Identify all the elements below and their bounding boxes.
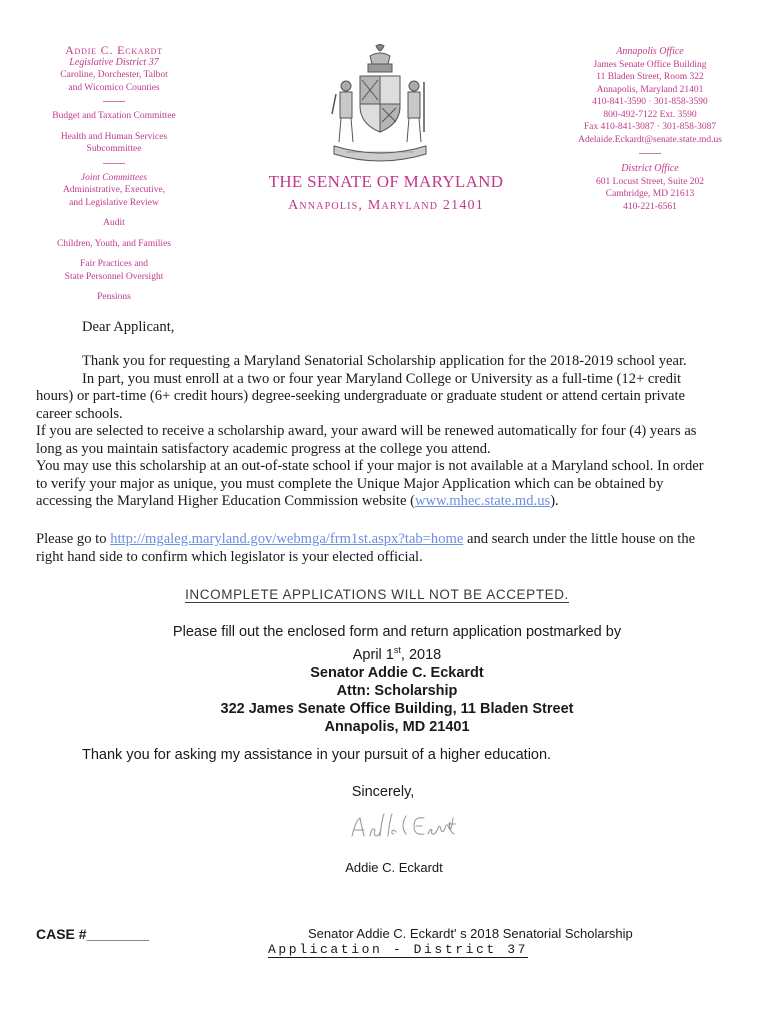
paragraph-text: accessing the Maryland Higher Education Commission website ( — [36, 493, 415, 509]
footer-subtitle-text: Application - District 37 — [268, 942, 529, 957]
date-text: April 1 — [352, 646, 394, 663]
case-number-field: CASE #________ — [36, 926, 149, 942]
annapolis-line-5: 800-492-7122 Ext. 3590 — [603, 109, 697, 120]
legislative-district: Legislative District 37 — [69, 56, 159, 68]
letter-paragraph-1 — [36, 353, 736, 511]
incomplete-warning — [0, 587, 754, 602]
annapolis-line-1: James Senate Office Building — [593, 59, 707, 70]
maryland-seal-icon — [326, 42, 434, 166]
paragraph-line: hours) or part-time (6+ credit hours) degree-seeking undergraduate or graduate student or attend certain private — [36, 388, 686, 404]
mgaleg-link[interactable]: http://mgaleg.maryland.gov/webmga/frm1st.aspx?tab=home — [110, 531, 464, 547]
counties-line-1: Caroline, Dorchester, Talbot — [60, 70, 168, 80]
committee-health-line-1: Health and Human Services — [60, 131, 168, 142]
district-line-2: Cambridge, MD 21613 — [605, 189, 695, 199]
senator-name: Addie C. Eckardt — [65, 43, 163, 57]
divider — [103, 101, 125, 102]
counties-line-2: and Wicomico Counties — [68, 82, 160, 93]
mailing-city: Annapolis, MD 21401 — [324, 718, 470, 735]
annapolis-line-6: Fax 410-841-3087 · 301-858-3087 — [583, 122, 717, 132]
paragraph-text: and search under the little house on the — [463, 531, 696, 547]
letter-paragraph-2 — [36, 531, 736, 566]
thanks-line: Thank you for asking my assistance in your pursuit of a higher education. — [82, 747, 552, 763]
senator-info-sidebar — [30, 44, 198, 304]
mailing-line: Please fill out the enclosed form and return application postmarked by — [172, 624, 622, 640]
mailing-recipient: Senator Addie C. Eckardt — [310, 664, 484, 681]
mailing-instructions — [0, 623, 770, 736]
office-info — [560, 46, 740, 213]
paragraph-line: You may use this scholarship at an out-of-state school if your major is not available at a Maryland school. In order — [36, 458, 704, 474]
paragraph-line: If you are selected to receive a scholarship award, your award will be renewed automatically for four (4) years as — [36, 423, 697, 439]
closing: Sincerely, — [351, 784, 415, 800]
divider — [639, 153, 661, 154]
annapolis-office-heading: Annapolis Office — [616, 46, 684, 57]
incomplete-warning-text: INCOMPLETE APPLICATIONS WILL NOT BE ACCEPTED. — [185, 587, 569, 602]
paragraph-line: Thank you for requesting a Maryland Senatorial Scholarship application for the 2018-2019 school year. — [82, 353, 687, 369]
mailing-date — [0, 641, 770, 664]
annapolis-line-3: Annapolis, Maryland 21401 — [596, 84, 704, 95]
committee-budget: Budget and Taxation Committee — [52, 111, 176, 121]
paragraph-line — [36, 493, 736, 511]
handwritten-signature — [340, 808, 480, 844]
annapolis-line-2: 11 Bladen Street, Room 322 — [596, 72, 704, 82]
mailing-attn: Attn: Scholarship — [336, 682, 458, 699]
mailing-street: 322 James Senate Office Building, 11 Bladen Street — [220, 700, 574, 717]
district-line-1: 601 Locust Street, Suite 202 — [596, 176, 704, 187]
joint-committee-fair-2: State Personnel Oversight — [64, 271, 164, 282]
paragraph-line: career schools. — [36, 405, 123, 422]
date-suffix: st — [393, 645, 401, 655]
joint-committee-fair-1: Fair Practices and — [79, 259, 149, 269]
footer-title: Senator Addie C. Eckardt' s 2018 Senatorial Scholarship — [308, 926, 633, 941]
joint-committee-children: Children, Youth, and Families — [56, 238, 171, 249]
paragraph-text: Please go to — [36, 531, 111, 547]
annapolis-email: Adelaide.Eckardt@senate.state.md.us — [578, 134, 722, 145]
district-line-3: 410-221-6561 — [623, 201, 677, 212]
paragraph-line — [36, 531, 736, 549]
joint-committee-admin-1: Administrative, Executive, — [62, 185, 166, 195]
joint-committee-pensions: Pensions — [97, 292, 131, 302]
letterhead-title: THE SENATE OF MARYLAND — [268, 172, 504, 191]
signer-name: Addie C. Eckardt — [345, 860, 443, 875]
paragraph-line: to verify your major as unique, you must complete the Unique Major Application which can be obtained by — [36, 475, 664, 492]
letterhead-city: Annapolis, Maryland 21401 — [288, 198, 484, 213]
joint-committee-audit: Audit — [103, 218, 125, 228]
footer-subtitle — [268, 942, 528, 957]
paragraph-line: In part, you must enroll at a two or four year Maryland College or University as a full-time (12+ credit — [82, 370, 682, 387]
district-office-heading: District Office — [621, 163, 679, 174]
joint-committee-admin-2: and Legislative Review — [69, 197, 159, 208]
paragraph-text: ). — [550, 493, 559, 509]
annapolis-line-4: 410-841-3590 · 301-858-3590 — [592, 97, 708, 107]
mhec-website-link[interactable]: www.mhec.state.md.us — [414, 493, 551, 509]
greeting: Dear Applicant, — [82, 319, 175, 335]
paragraph-line: right hand side to confirm which legislator is your elected official. — [36, 548, 423, 565]
divider — [103, 163, 125, 164]
joint-committees-heading: Joint Committees — [80, 172, 148, 183]
committee-health-line-2: Subcommittee — [86, 144, 142, 154]
paragraph-line: long as you maintain satisfactory academic progress at the college you attend. — [36, 440, 491, 457]
date-year: , 2018 — [400, 646, 442, 663]
